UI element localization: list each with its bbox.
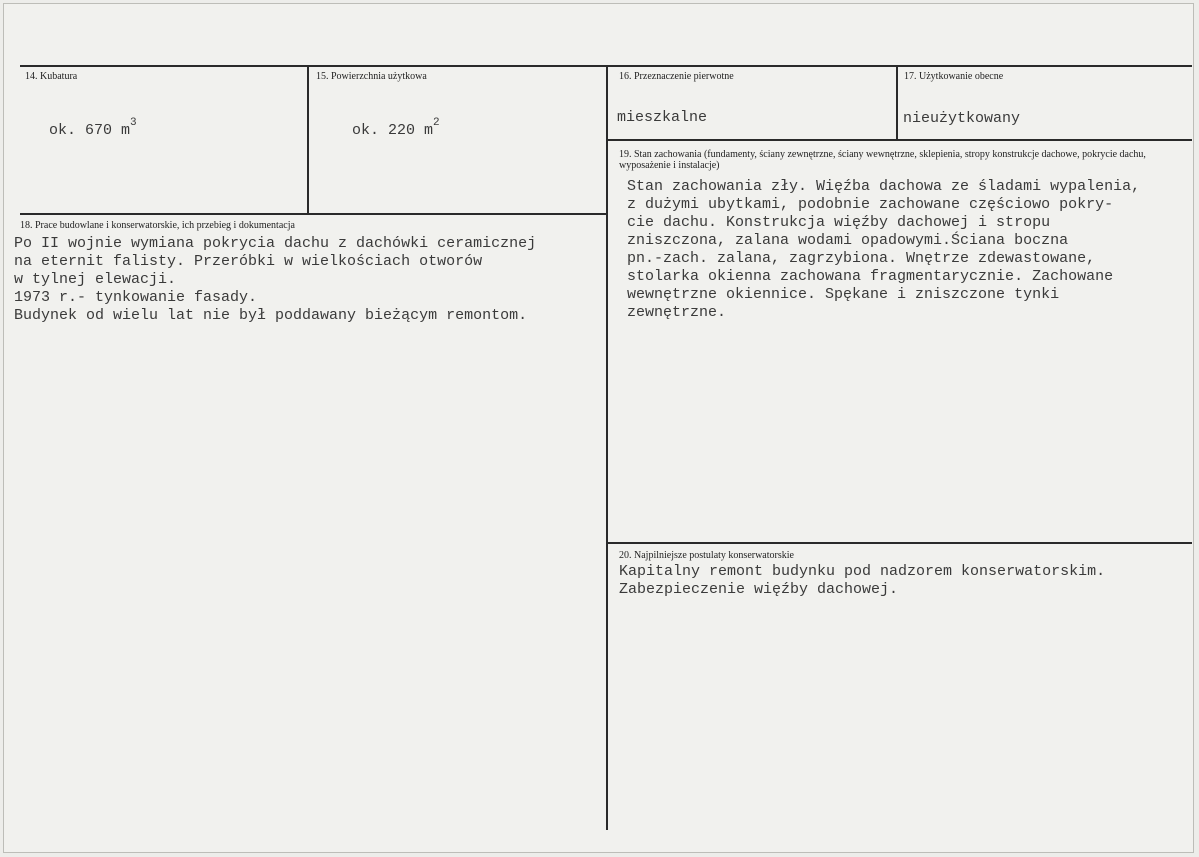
stan-line: stolarka okienna zachowana fragmentarycznie. Zachowane [627, 268, 1114, 285]
record-card [3, 3, 1194, 853]
divider-16-17 [896, 66, 898, 140]
prace-line: 1973 r.- tynkowanie fasady. [14, 289, 258, 306]
przeznaczenie-label: 16. Przeznaczenie pierwotne [619, 71, 734, 82]
divider-main [606, 66, 608, 830]
stan-line: pn.-zach. zalana, zagrzybiona. Wnętrze zdewastowane, [627, 250, 1096, 267]
stan-line: wewnętrzne okiennice. Spękane i zniszczone tynki [627, 286, 1060, 303]
prace-line: na eternit falisty. Przeróbki w wielkościach otworów [14, 253, 483, 270]
stan-text [627, 178, 1140, 322]
postulaty-label: 20. Najpilniejsze postulaty konserwatorskie [619, 550, 794, 561]
prace-line: Po II wojnie wymiana pokrycia dachu z dachówki ceramicznej [14, 235, 537, 252]
rule-above-18 [20, 213, 607, 215]
powierzchnia-exponent: 2 [433, 117, 440, 129]
postulaty-line: Zabezpieczenie więźby dachowej. [619, 581, 899, 598]
stan-line: Stan zachowania zły. Więźba dachowa ze śladami wypalenia, [627, 178, 1141, 195]
uzytkowanie-value: nieużytkowany [903, 110, 1021, 127]
prace-label: 18. Prace budowlane i konserwatorskie, ich przebieg i dokumentacja [20, 220, 295, 231]
prace-line: Budynek od wielu lat nie był poddawany bieżącym remontom. [14, 307, 528, 324]
kubatura-value [49, 117, 137, 140]
prace-text [14, 235, 536, 325]
stan-line: zniszczona, zalana wodami opadowymi.Ściana boczna [627, 232, 1069, 249]
rule-above-19 [607, 139, 1192, 141]
kubatura-value-text: ok. 670 m [49, 122, 131, 139]
postulaty-text [619, 563, 1105, 599]
uzytkowanie-label: 17. Użytkowanie obecne [904, 71, 1004, 82]
stan-line: zewnętrzne. [627, 304, 727, 321]
postulaty-line: Kapitalny remont budynku pod nadzorem konserwatorskim. [619, 563, 1106, 580]
stan-line: cie dachu. Konstrukcja więźby dachowej i stropu [627, 214, 1051, 231]
kubatura-exponent: 3 [130, 117, 137, 129]
rule-above-20 [607, 542, 1192, 544]
powierzchnia-value-text: ok. 220 m [352, 122, 434, 139]
stan-label: 19. Stan zachowania (fundamenty, ściany zewnętrzne, ściany wewnętrzne, sklepienia, stropy konstrukcje dachowe, pokrycie dachu, wyposażenie i instalacje) [619, 149, 1146, 171]
powierzchnia-value [352, 117, 440, 140]
kubatura-label: 14. Kubatura [25, 71, 78, 82]
divider-14-15 [307, 66, 309, 214]
prace-line: w tylnej elewacji. [14, 271, 177, 288]
przeznaczenie-value: mieszkalne [617, 109, 708, 126]
powierzchnia-label: 15. Powierzchnia użytkowa [316, 71, 427, 82]
stan-line: z dużymi ubytkami, podobnie zachowane częściowo pokry- [627, 196, 1114, 213]
